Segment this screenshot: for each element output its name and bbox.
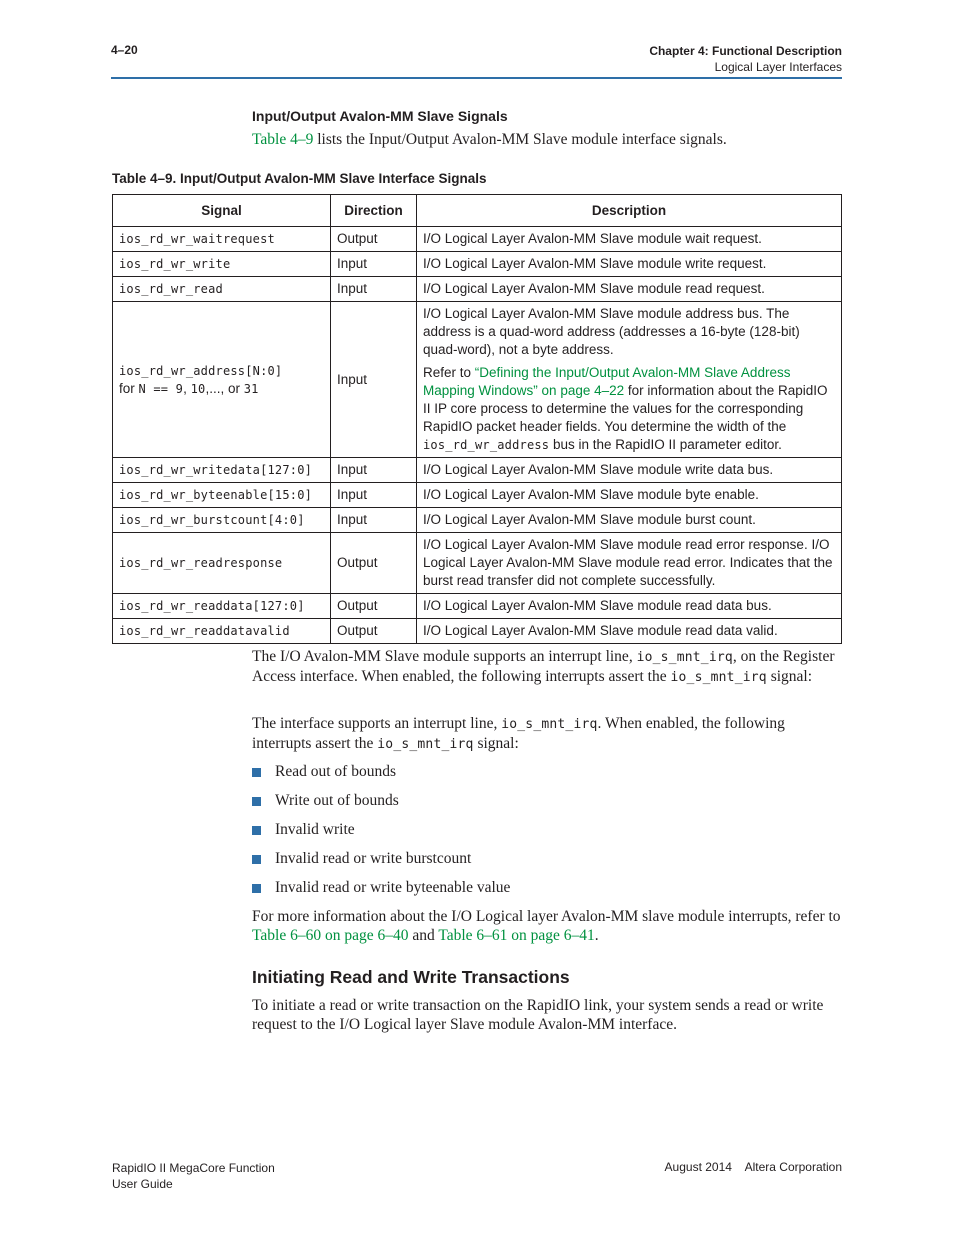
signal-name: ios_rd_wr_waitrequest — [113, 227, 331, 252]
section-title: Input/Output Avalon-MM Slave Signals — [252, 108, 508, 124]
table-row — [113, 227, 842, 252]
signal-description: I/O Logical Layer Avalon-MM Slave module write data bus. — [417, 458, 842, 483]
interrupt-list — [252, 762, 510, 907]
address-width-note: for N == 9, 10,..., or 31 — [119, 380, 259, 396]
list-item: Read out of bounds — [252, 762, 510, 791]
signal-direction: Output — [331, 227, 417, 252]
chapter-title: Chapter 4: Functional Description — [649, 44, 842, 58]
signal-direction: Input — [331, 508, 417, 533]
interrupt-paragraph-2: The interface supports an interrupt line, io_s_mnt_irq. When enabled, the following interrupts assert the io_s_mnt_irq signal: — [252, 715, 785, 752]
subsection-heading: Initiating Read and Write Transactions — [252, 967, 570, 987]
signal-name: ios_rd_wr_writedata[127:0] — [113, 458, 331, 483]
signal-description: I/O Logical Layer Avalon-MM Slave module wait request. — [417, 227, 842, 252]
table-4-9-link[interactable]: Table 4–9 — [252, 131, 314, 148]
transaction-paragraph: To initiate a read or write transaction on the RapidIO link, your system sends a read or write request to the I/O Logical layer Slave module Avalon-MM interface. — [252, 997, 824, 1033]
signal-name: ios_rd_wr_read — [113, 277, 331, 302]
signal-name: ios_rd_wr_byteenable[15:0] — [113, 483, 331, 508]
signal-description: I/O Logical Layer Avalon-MM Slave module write request. — [417, 252, 842, 277]
bullet-square-icon — [252, 797, 261, 806]
table-row — [113, 533, 842, 594]
signal-description: I/O Logical Layer Avalon-MM Slave module read data valid. — [417, 619, 842, 644]
table-header-row — [113, 195, 842, 227]
signal-name: ios_rd_wr_write — [113, 252, 331, 277]
signal-direction: Input — [331, 458, 417, 483]
signal-description: I/O Logical Layer Avalon-MM Slave module byte enable. — [417, 483, 842, 508]
table-row-address — [113, 302, 842, 458]
list-item: Invalid read or write byteenable value — [252, 878, 510, 907]
list-item: Invalid write — [252, 820, 510, 849]
bullet-square-icon — [252, 855, 261, 864]
table-row — [113, 619, 842, 644]
bullet-square-icon — [252, 768, 261, 777]
col-header-signal: Signal — [113, 195, 331, 227]
signal-direction: Input — [331, 277, 417, 302]
signal-description: I/O Logical Layer Avalon-MM Slave module read data bus. — [417, 594, 842, 619]
signal-description: I/O Logical Layer Avalon-MM Slave module read error response. I/O Logical Layer Avalon-MM Slave module read error. Indicates that the burst read transfer did not complete successfully. — [417, 533, 842, 594]
table-row — [113, 508, 842, 533]
table-6-60-link[interactable]: Table 6–60 on page 6–40 — [252, 927, 409, 944]
signal-description: I/O Logical Layer Avalon-MM Slave module address bus. The address is a quad-word address (addresses a 16-byte (128-bit) quad-word), not a byte address. Refer to “Defining the Input/Output Avalon-MM Slave Address Mapping Windows” on page 4–22 for information about the RapidIO II IP core process to determine the values for the corresponding RapidIO packet header fields. You determine the width of the ios_rd_wr_address bus in the RapidIO II parameter editor. — [417, 302, 842, 458]
table-row — [113, 277, 842, 302]
signal-direction: Input — [331, 483, 417, 508]
table-row — [113, 252, 842, 277]
table-row — [113, 458, 842, 483]
signal-direction: Output — [331, 533, 417, 594]
signal-name: ios_rd_wr_readresponse — [113, 533, 331, 594]
signal-name: ios_rd_wr_readdata[127:0] — [113, 594, 331, 619]
signal-direction: Input — [331, 252, 417, 277]
more-info-paragraph: For more information about the I/O Logical layer Avalon-MM slave module interrupts, refer to Table 6–60 on page 6–40 and Table 6–61 on page 6–41. — [252, 908, 841, 944]
section-name: Logical Layer Interfaces — [714, 60, 842, 74]
header-rule — [111, 77, 842, 79]
interrupt-paragraph-1: The I/O Avalon-MM Slave module supports an interrupt line, io_s_mnt_irq, on the Register Access interface. When enabled, the following interrupts assert the io_s_mnt_irq signal: — [252, 648, 835, 685]
footer-doc-title: RapidIO II MegaCore Function User Guide — [112, 1161, 275, 1191]
page-number: 4–20 — [111, 43, 138, 57]
signal-description: I/O Logical Layer Avalon-MM Slave module read request. — [417, 277, 842, 302]
footer-date-company: August 2014 Altera Corporation — [664, 1160, 842, 1174]
bullet-square-icon — [252, 826, 261, 835]
bullet-square-icon — [252, 884, 261, 893]
signal-direction: Output — [331, 619, 417, 644]
signals-table — [112, 194, 842, 644]
running-header — [649, 43, 842, 75]
table-row — [113, 594, 842, 619]
signal-direction: Input — [331, 302, 417, 458]
signal-description: I/O Logical Layer Avalon-MM Slave module burst count. — [417, 508, 842, 533]
col-header-direction: Direction — [331, 195, 417, 227]
signal-name: ios_rd_wr_readdatavalid — [113, 619, 331, 644]
table-row — [113, 483, 842, 508]
signal-name: ios_rd_wr_burstcount[4:0] — [113, 508, 331, 533]
list-item: Invalid read or write burstcount — [252, 849, 510, 878]
table-6-61-link[interactable]: Table 6–61 on page 6–41 — [438, 927, 595, 944]
list-item: Write out of bounds — [252, 791, 510, 820]
table-caption: Table 4–9. Input/Output Avalon-MM Slave Interface Signals — [112, 171, 487, 186]
intro-paragraph: Table 4–9 lists the Input/Output Avalon-MM Slave module interface signals. — [252, 131, 727, 148]
address-mapping-link[interactable]: “Defining the Input/Output Avalon-MM Slave Address Mapping Windows” on page 4–22 — [423, 365, 791, 398]
signal-direction: Output — [331, 594, 417, 619]
signal-name: ios_rd_wr_address[N:0] for N == 9, 10,..., or 31 — [113, 302, 331, 458]
col-header-description: Description — [417, 195, 842, 227]
